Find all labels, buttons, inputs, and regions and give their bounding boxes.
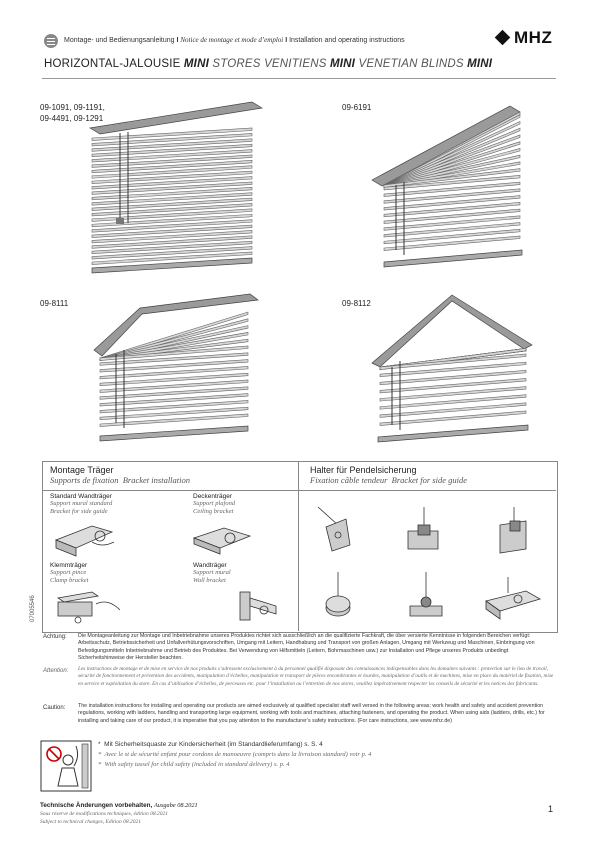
header-en: Installation and operating instructions [289,37,405,44]
warning-label-en: Caution: [43,705,66,711]
blind-slat [380,354,526,370]
bracket-item-standard [50,493,112,516]
standard-bracket-drawing [52,522,132,560]
bracket-item-de: Klemmträger [50,562,88,569]
child-safety-pictogram [40,740,92,792]
safety-en: With safety tassel for child safety (included in standard delivery) s. p. 4 [104,761,290,768]
warning-label-de: Achtung: [43,634,67,640]
model-label-c: 09-8111 [40,299,69,308]
footer-de-edition: Ausgabe 08.2021 [153,802,198,809]
warning-label-fr: Attention: [43,668,69,674]
footer-de-text: Technische Änderungen vorbehalten, [40,802,153,809]
warning-text-en: The installation instructions for installing and operating our products are aimed exclusively at qualified specialist staff well versed in the following areas: work health and safety and accident prevention regulations, working with ladders, handling and transporting large equipment, working with tools and machines, attaching fasteners, and operating the product. When using aids (ladders, drills, etc.) for installing and taking care of our product, it is imperative that you pay attention to the manufacturer’s safety instructions. (For care instructions, see www.mhz.de) [78,703,545,724]
bracket-item-fr: Support mural [193,569,231,576]
header-sep: I [285,37,288,44]
safety-note-en [98,760,371,770]
pendulum-subtitles [310,475,467,485]
blind-illustration-gable-asym [80,288,270,448]
bracket-title-fr: Supports de fixation [50,475,119,485]
document-number: 07005546 [30,595,36,622]
safety-bullet: * [98,741,101,748]
title-fr-mini: MINI [329,58,356,70]
clamp-bracket-drawing [52,588,132,626]
safety-de: Mit Sicherheitsquaste zur Kindersicherheit (im Standardlieferumfang) s. S. 4 [104,741,323,748]
bracket-item-en: Wall bracket [193,577,226,584]
model-label-b: 09-6191 [342,103,372,112]
bracket-item-fr: Support pince [50,569,87,576]
header-fr: Notice de montage et mode d’emploi [180,36,284,44]
pendulum-header [310,465,467,485]
pendulum-title-en: Bracket for side guide [391,475,467,485]
safety-note-de [98,740,371,750]
pendulum-bracket-drawing-1 [312,505,364,565]
bracket-item-clamp [50,562,88,585]
safety-bullet: * [98,761,102,768]
pendulum-bracket-drawing-6 [478,575,548,625]
header-sep: I [176,37,179,44]
footer-fr: Sous réserve de modifications techniques, édition 08.2021 [40,811,169,817]
bracket-title-de: Montage Träger [50,465,114,475]
blind-illustration-slope [360,100,550,280]
title-de: HORIZONTAL-JALOUSIE [44,58,181,70]
warning-text-fr: Les instructions de montage et de mise en service de nos produits s’adressent exclusivement à du personnel qualifié disposant des connaissances indispensables dans les domaines suivants : protection sur le lieu de travail, sécurité de fonctionnement et prévention des accidents, manipulation d’échelles, manipulation et transport de pièces encombrantes et lourdes, manipulation d’outils et de machines, mise en place du matériel de fixation, mise en service et exploitation du store. En cas d’utilisation d’échelles, de perceuses etc. pour l’installation ou l’entretien de nos stores, veuillez impérativement respecter les conseils de sécurité et les notices des fabricants. [78,666,554,687]
mhz-diamond-logo [495,30,511,46]
title-rule [42,78,556,79]
menu-lines-icon [44,34,58,48]
pendulum-bracket-drawing-4 [318,570,358,625]
pendulum-bracket-drawing-5 [404,570,448,625]
blind-illustration-gable-sym [360,285,550,450]
bracket-left-header [50,465,190,485]
header-de: Montage- und Bedienungsanleitung [64,37,175,44]
safety-note-fr [98,750,371,760]
title-en-mini: MINI [467,58,493,70]
page-number: 1 [548,804,554,814]
page-title [44,58,492,70]
brand-name: MHZ [514,28,553,47]
pendulum-bracket-drawing-2 [398,505,450,565]
bracket-item-en: Clamp bracket [50,577,89,584]
bracket-item-de: Deckenträger [193,493,233,500]
blind-illustration-rect [80,98,270,283]
bracket-item-fr: Support mural standard [50,500,113,507]
bracket-section-divider [298,461,299,631]
safety-notes [98,740,371,770]
bracket-item-en: Bracket for side guide [50,508,108,515]
pendulum-title-fr: Fixation câble tendeur [310,475,388,485]
pendulum-bracket-drawing-3 [488,505,540,565]
bracket-section-header-rule [42,490,556,491]
model-label-d: 09-8112 [342,299,371,308]
bracket-item-de: Standard Wandträger [50,493,112,500]
safety-fr: Avec le st de sécurité enfant pour cordons de manoeuvre (compris dans la livraison standard) voir p. 4 [104,751,372,758]
bracket-subtitles [50,475,190,485]
bracket-item-de: Wandträger [193,562,227,569]
safety-bullet: * [98,751,102,758]
footer-de [40,802,198,809]
title-de-mini: MINI [183,58,209,70]
bracket-item-en: Ceiling bracket [193,508,234,515]
wall-bracket-drawing [232,588,292,626]
model-a-line1: 09-1091, 09-1191, [40,103,105,112]
bracket-title-en: Bracket installation [122,475,191,485]
bracket-item-ceiling [193,493,235,516]
brand-logo [497,28,557,48]
pendulum-title-de: Halter für Pendelsicherung [310,465,417,475]
warning-text-de: Die Montageanleitung zur Montage und Inbetriebnahme unseres Produktes richtet sich ausschließlich an die qualifizierte Fachkraft, die über versierte Kenntnisse in folgenden Bereichen verfügt: Arbeitsschutz, Betriebssicherheit und Unfallverhütungsvorschriften, Umgang mit Leitern, Handhabung und Transport von großen Anlagen, Umgang mit Werkzeug und Maschinen, Einbringung von Befestigungsmitteln Inbetriebnahme und Betrieb des Produktes. Bei Verwendung von Hilfsmitteln (Leitern, Bohrmaschinen usw.) zur Installation und Pflege unseres Produkts unbedingt Sicherheitshinweise der Hersteller beachten. [78,633,535,661]
bracket-item-wall [193,562,231,585]
title-fr: STORES VENITIENS [212,58,327,70]
footer-en: Subject to technical changes, Edition 08.2021 [40,819,141,825]
title-en: VENETIAN BLINDS [358,58,464,70]
header-languages [64,36,405,44]
model-a-line2: 09-4491, 09-1291 [40,114,104,123]
ceiling-bracket-drawing [190,522,265,560]
bracket-item-fr: Support plafond [193,500,236,507]
